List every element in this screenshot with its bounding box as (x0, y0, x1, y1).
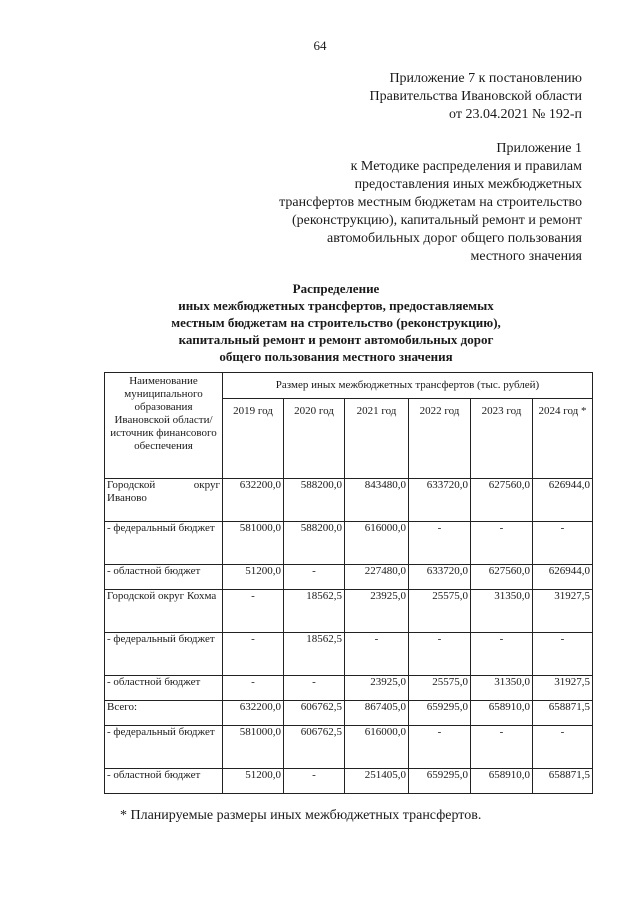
value-cell: 659295,0 (409, 769, 471, 794)
row-label: - областной бюджет (105, 769, 223, 794)
value-cell: 588200,0 (284, 522, 345, 565)
appendix-line: к Методике распределения и правилам (350, 159, 582, 174)
value-cell: 632200,0 (223, 479, 284, 522)
value-cell: - (533, 726, 593, 769)
appendix-1-reference (279, 140, 582, 266)
value-cell: 51200,0 (223, 565, 284, 590)
value-cell: - (409, 726, 471, 769)
appendix-line: автомобильных дорог общего пользования (327, 231, 582, 246)
value-cell: 616000,0 (345, 726, 409, 769)
value-cell: 51200,0 (223, 769, 284, 794)
title-line: местным бюджетам на строительство (реконструкцию), (171, 315, 501, 330)
page-number: 64 (313, 38, 327, 53)
value-cell: 867405,0 (345, 701, 409, 726)
year-column-header: 2021 год (345, 399, 409, 479)
value-cell: - (409, 522, 471, 565)
value-cell: - (223, 633, 284, 676)
value-cell: 25575,0 (409, 676, 471, 701)
table-row (105, 479, 593, 522)
value-cell: 658910,0 (471, 769, 533, 794)
title-line: иных межбюджетных трансфертов, предоставляемых (178, 298, 494, 313)
year-column-header: 2019 год (223, 399, 284, 479)
value-cell: 588200,0 (284, 479, 345, 522)
appendix-7-reference (370, 70, 582, 124)
value-cell: - (284, 676, 345, 701)
appendix-line: Правительства Ивановской области (369, 89, 582, 104)
value-cell: - (223, 590, 284, 633)
row-label: Городской округ Иваново (105, 479, 223, 522)
value-cell: 659295,0 (409, 701, 471, 726)
appendix-line: трансфертов местным бюджетам на строительство (279, 195, 582, 210)
document-title (0, 280, 640, 365)
table-row (105, 726, 593, 769)
value-cell: 18562,5 (284, 633, 345, 676)
table-row (105, 590, 593, 633)
row-label: - федеральный бюджет (105, 726, 223, 769)
transfers-group-header: Размер иных межбюджетных трансфертов (тыс. рублей) (223, 373, 593, 399)
value-cell: 606762,5 (284, 726, 345, 769)
value-cell: - (223, 676, 284, 701)
value-cell: 658871,5 (533, 769, 593, 794)
value-cell: - (345, 633, 409, 676)
value-cell: - (471, 726, 533, 769)
value-cell: 627560,0 (471, 565, 533, 590)
footnote: * Планируемые размеры иных межбюджетных трансфертов. (120, 808, 482, 823)
value-cell: 18562,5 (284, 590, 345, 633)
value-cell: - (284, 769, 345, 794)
value-cell: 606762,5 (284, 701, 345, 726)
value-cell: 31350,0 (471, 590, 533, 633)
value-cell: 658871,5 (533, 701, 593, 726)
value-cell: 658910,0 (471, 701, 533, 726)
value-cell: 31927,5 (533, 676, 593, 701)
value-cell: 633720,0 (409, 565, 471, 590)
value-cell: 627560,0 (471, 479, 533, 522)
value-cell: 616000,0 (345, 522, 409, 565)
value-cell: 581000,0 (223, 522, 284, 565)
value-cell: 632200,0 (223, 701, 284, 726)
appendix-line: Приложение 1 (496, 141, 582, 156)
title-line: общего пользования местного значения (219, 349, 453, 364)
table-row (105, 565, 593, 590)
appendix-line: (реконструкцию), капитальный ремонт и ремонт (291, 213, 582, 228)
year-column-header: 2023 год (471, 399, 533, 479)
table-row (105, 522, 593, 565)
year-column-header: 2022 год (409, 399, 471, 479)
value-cell: 626944,0 (533, 565, 593, 590)
value-cell: - (471, 633, 533, 676)
value-cell: 23925,0 (345, 676, 409, 701)
transfers-table (104, 372, 593, 794)
value-cell: - (409, 633, 471, 676)
value-cell: 25575,0 (409, 590, 471, 633)
year-column-header: 2020 год (284, 399, 345, 479)
table-row (105, 769, 593, 794)
appendix-line: Приложение 7 к постановлению (389, 71, 582, 86)
row-label: - областной бюджет (105, 565, 223, 590)
row-label: - областной бюджет (105, 676, 223, 701)
row-label: Городской округ Кохма (105, 590, 223, 633)
value-cell: 31927,5 (533, 590, 593, 633)
value-cell: - (471, 522, 533, 565)
row-label: - федеральный бюджет (105, 633, 223, 676)
row-label: Всего: (105, 701, 223, 726)
value-cell: 626944,0 (533, 479, 593, 522)
year-column-header: 2024 год * (533, 399, 593, 479)
value-cell: 23925,0 (345, 590, 409, 633)
value-cell: 251405,0 (345, 769, 409, 794)
row-label: - федеральный бюджет (105, 522, 223, 565)
value-cell: - (533, 522, 593, 565)
value-cell: 31350,0 (471, 676, 533, 701)
title-line: Распределение (292, 281, 380, 296)
value-cell: 227480,0 (345, 565, 409, 590)
table-row (105, 633, 593, 676)
appendix-line: местного значения (470, 249, 582, 264)
title-line: капитальный ремонт и ремонт автомобильных дорог (178, 332, 494, 347)
value-cell: 843480,0 (345, 479, 409, 522)
appendix-line: от 23.04.2021 № 192-п (449, 107, 582, 122)
appendix-line: предоставления иных межбюджетных (354, 177, 582, 192)
municipality-column-header: Наименование муниципального образования Ивановской области/источник финансового обеспечения (105, 373, 223, 479)
value-cell: - (533, 633, 593, 676)
table-row (105, 676, 593, 701)
value-cell: 581000,0 (223, 726, 284, 769)
value-cell: 633720,0 (409, 479, 471, 522)
table-row (105, 701, 593, 726)
value-cell: - (284, 565, 345, 590)
